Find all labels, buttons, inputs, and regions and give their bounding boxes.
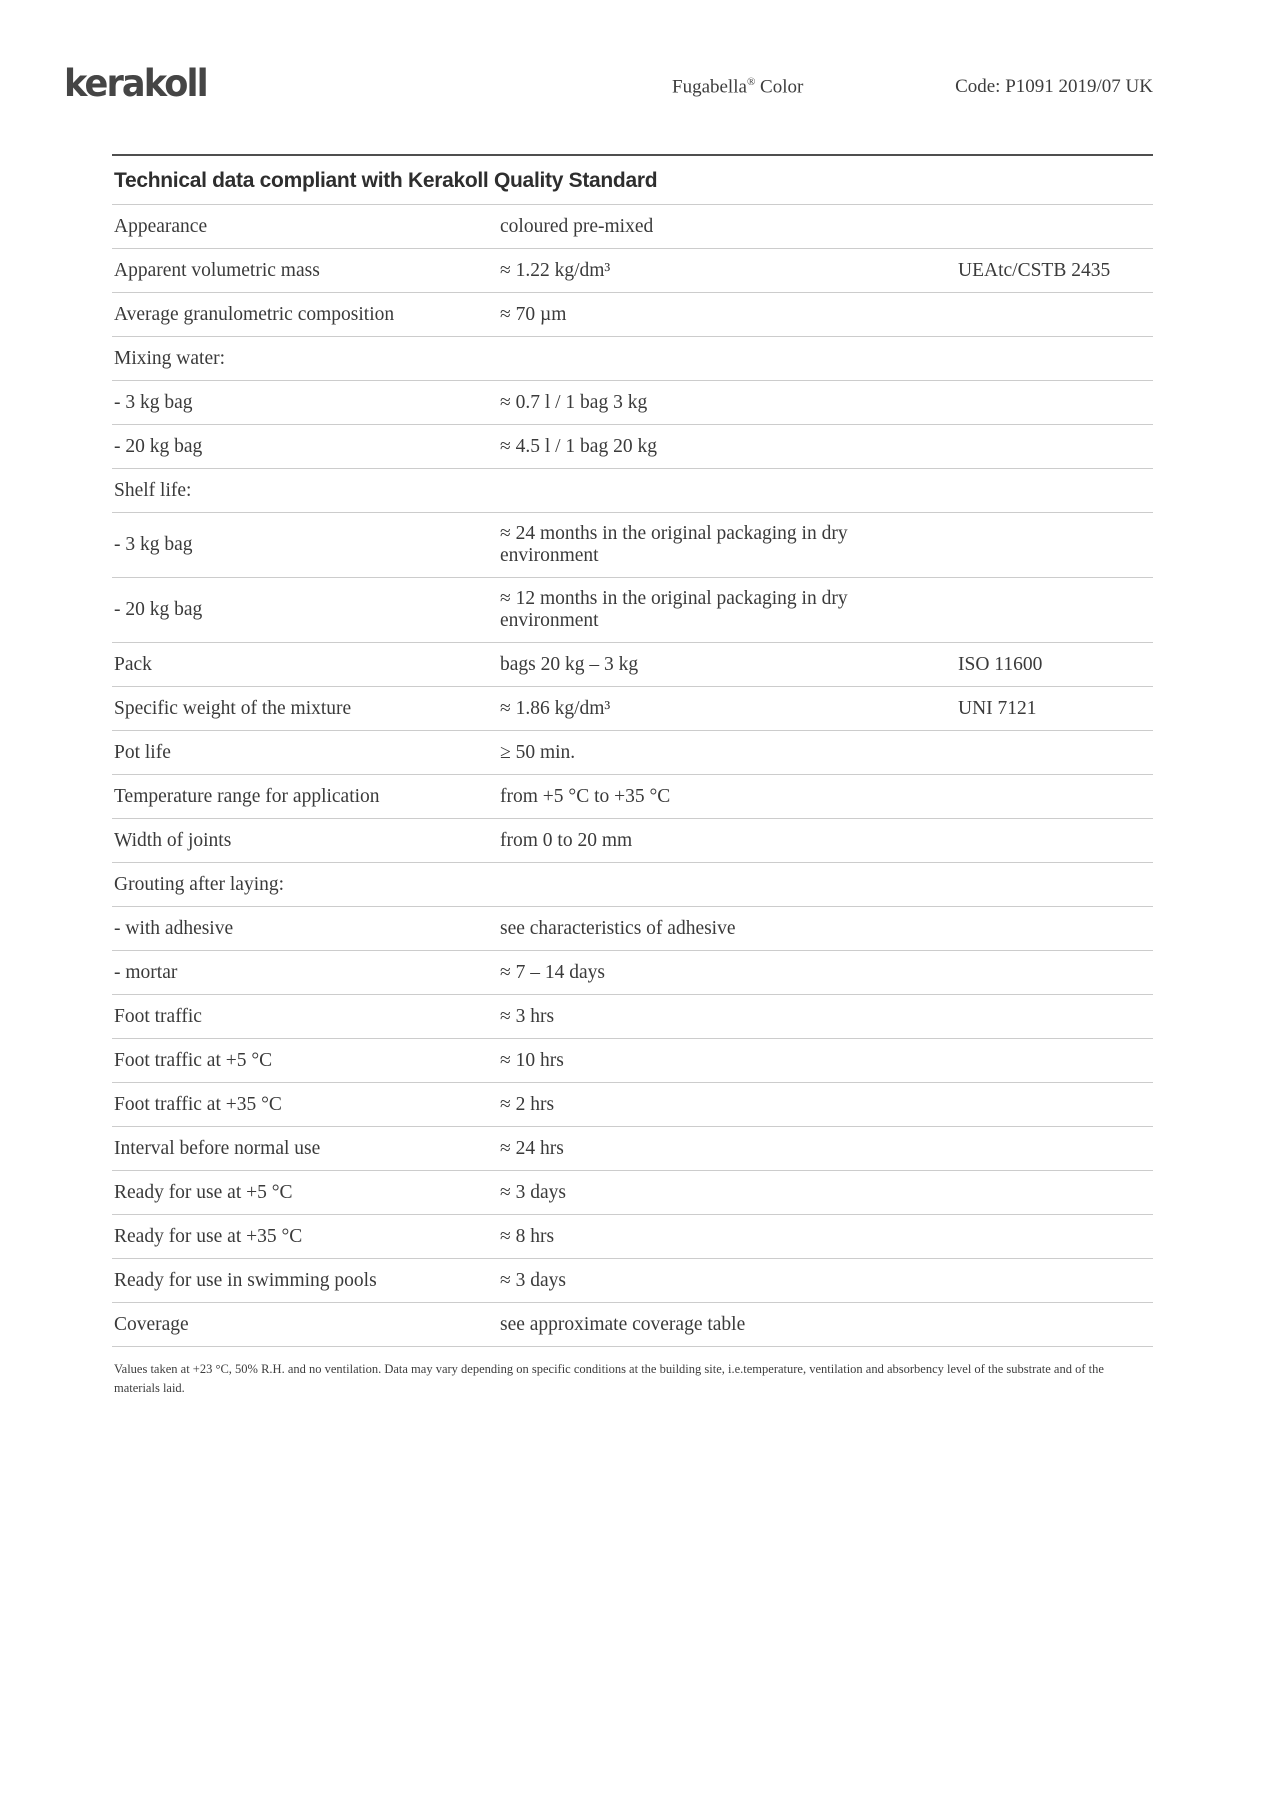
property-label: Width of joints <box>114 829 232 851</box>
property-value-text: ≈ 3 days <box>500 1181 566 1203</box>
table-row <box>112 205 1153 249</box>
property-value-text: from +5 °C to +35 °C <box>500 785 671 807</box>
standard-ref <box>958 743 1153 763</box>
table-row <box>112 1171 1153 1215</box>
property-label: Pot life <box>114 741 171 763</box>
table-title: Technical data compliant with Kerakoll Quality Standard <box>112 156 1153 205</box>
standard-ref <box>958 1139 1153 1159</box>
standard-ref <box>958 787 1153 807</box>
property-label: Coverage <box>114 1313 189 1335</box>
property-value <box>500 688 958 730</box>
property-label: Average granulometric composition <box>114 303 395 325</box>
table-row <box>112 1127 1153 1171</box>
property-value-text: ≈ 7 – 14 days <box>500 961 605 983</box>
property-value-text: see approximate coverage table <box>500 1313 746 1335</box>
table-row <box>112 819 1153 863</box>
standard-ref <box>958 875 1153 895</box>
technical-data-table <box>112 154 1153 1347</box>
table-row <box>112 863 1153 907</box>
table-row <box>112 775 1153 819</box>
property-value <box>500 1172 958 1214</box>
standard-ref <box>958 1051 1153 1071</box>
property-value-text: ≈ 70 µm <box>500 303 567 325</box>
standard-ref <box>958 600 1153 620</box>
property-label: Pack <box>114 653 152 675</box>
property-value-text: ≈ 8 hrs <box>500 1225 555 1247</box>
property-value <box>500 1304 958 1346</box>
property-value <box>500 1084 958 1126</box>
product-name-suffix: Color <box>755 76 804 98</box>
property-label: Mixing water: <box>114 347 226 369</box>
property-label: Apparent volumetric mass <box>114 259 320 281</box>
property-value <box>500 578 958 642</box>
property-value <box>500 820 958 862</box>
property-label: - 3 kg bag <box>114 534 193 555</box>
standard-ref <box>958 437 1153 457</box>
property-value-text: ≈ 10 hrs <box>500 1049 564 1071</box>
property-label: Shelf life: <box>114 479 192 501</box>
property-value <box>500 294 958 336</box>
table-row <box>112 249 1153 293</box>
property-value-text: ≈ 12 months in the original packaging in dry environment <box>500 588 848 631</box>
property-value <box>500 644 958 686</box>
property-label: Ready for use in swimming pools <box>114 1269 377 1291</box>
standard-ref <box>958 393 1153 413</box>
table-row <box>112 337 1153 381</box>
standard-ref <box>958 1095 1153 1115</box>
property-value <box>500 1040 958 1082</box>
property-value <box>500 481 958 501</box>
table-row <box>112 1303 1153 1347</box>
property-value <box>500 513 958 577</box>
document-code: Code: P1091 2019/07 UK <box>955 76 1153 97</box>
product-name <box>672 76 803 98</box>
kerakoll-logo: kerakoll <box>64 62 207 105</box>
property-label: - 3 kg bag <box>114 391 193 413</box>
table-row <box>112 687 1153 731</box>
product-name-text: Fugabella <box>672 76 747 98</box>
property-value-text: from 0 to 20 mm <box>500 829 633 851</box>
table-row <box>112 995 1153 1039</box>
property-value <box>500 732 958 774</box>
table-rows <box>112 205 1153 1347</box>
property-value <box>500 349 958 369</box>
registered-trademark-symbol: ® <box>746 76 756 88</box>
standard-ref <box>958 919 1153 939</box>
property-label: Interval before normal use <box>114 1137 321 1159</box>
property-label: - 20 kg bag <box>114 599 203 620</box>
property-value <box>500 952 958 994</box>
property-label: Foot traffic at +35 °C <box>114 1093 282 1115</box>
table-row <box>112 425 1153 469</box>
property-label: - 20 kg bag <box>114 435 203 457</box>
standard-ref <box>958 305 1153 325</box>
property-label: Specific weight of the mixture <box>114 697 352 719</box>
property-label: - mortar <box>114 961 178 983</box>
table-row <box>112 731 1153 775</box>
standard-ref <box>958 1315 1153 1335</box>
property-value-text: ≈ 1.22 kg/dm³ <box>500 259 611 281</box>
table-row <box>112 1215 1153 1259</box>
property-label: Appearance <box>114 215 208 237</box>
standard-ref <box>958 217 1153 237</box>
property-label: Ready for use at +35 °C <box>114 1225 303 1247</box>
standard-ref: UNI 7121 <box>958 697 1037 719</box>
standard-ref <box>958 831 1153 851</box>
property-value-text: ≈ 0.7 l / 1 bag 3 kg <box>500 391 648 413</box>
table-row <box>112 1039 1153 1083</box>
property-value-text: coloured pre-mixed <box>500 215 654 237</box>
table-row <box>112 469 1153 513</box>
property-label: - with adhesive <box>114 917 234 939</box>
standard-ref: UEAtc/CSTB 2435 <box>958 259 1111 281</box>
property-value <box>500 776 958 818</box>
table-row <box>112 643 1153 687</box>
standard-ref: ISO 11600 <box>958 653 1043 675</box>
property-value-text: ≈ 3 days <box>500 1269 566 1291</box>
property-label: Grouting after laying: <box>114 873 285 895</box>
standard-ref <box>958 481 1153 501</box>
standard-ref <box>958 1007 1153 1027</box>
property-value <box>500 382 958 424</box>
table-row <box>112 513 1153 578</box>
table-row <box>112 1083 1153 1127</box>
property-value <box>500 206 958 248</box>
property-value-text: ≈ 4.5 l / 1 bag 20 kg <box>500 435 657 457</box>
table-row <box>112 293 1153 337</box>
standard-ref <box>958 1183 1153 1203</box>
property-label: Foot traffic <box>114 1005 202 1027</box>
property-label: Temperature range for application <box>114 785 380 807</box>
property-value <box>500 1260 958 1302</box>
property-label: Ready for use at +5 °C <box>114 1181 293 1203</box>
property-value <box>500 426 958 468</box>
standard-ref <box>958 535 1153 555</box>
property-value-text: ≈ 24 hrs <box>500 1137 564 1159</box>
property-value <box>500 996 958 1038</box>
property-value-text: ≈ 3 hrs <box>500 1005 555 1027</box>
standard-ref <box>958 1227 1153 1247</box>
table-row <box>112 578 1153 643</box>
table-row <box>112 381 1153 425</box>
property-value-text: bags 20 kg – 3 kg <box>500 653 639 675</box>
property-value-text: see characteristics of adhesive <box>500 917 736 939</box>
property-value-text: ≈ 2 hrs <box>500 1093 555 1115</box>
table-row <box>112 907 1153 951</box>
property-value <box>500 875 958 895</box>
property-value <box>500 908 958 950</box>
table-row <box>112 1259 1153 1303</box>
property-value-text: ≥ 50 min. <box>500 741 576 763</box>
standard-ref <box>958 1271 1153 1291</box>
standard-ref <box>958 963 1153 983</box>
property-value <box>500 1128 958 1170</box>
property-label: Foot traffic at +5 °C <box>114 1049 273 1071</box>
footnote: Values taken at +23 °C, 50% R.H. and no ventilation. Data may vary depending on specific conditions at the building site, i.e.temperature, ventilation and absorbency level of the substrate and of the materials laid. <box>114 1362 1104 1396</box>
standard-ref <box>958 349 1153 369</box>
property-value-text: ≈ 1.86 kg/dm³ <box>500 697 611 719</box>
content-area <box>112 154 1153 1399</box>
table-row <box>112 951 1153 995</box>
property-value <box>500 250 958 292</box>
property-value <box>500 1216 958 1258</box>
property-value-text: ≈ 24 months in the original packaging in dry environment <box>500 523 848 566</box>
